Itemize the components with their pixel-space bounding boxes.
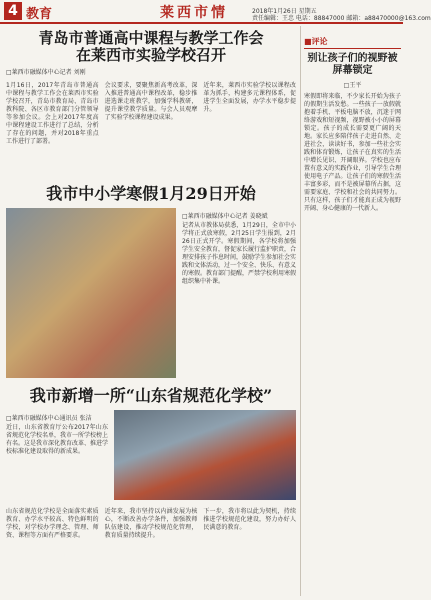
article-body: 记者从市教体局获悉，1月29日，全市中小学将正式放寒假，2月25日学生报到，2月26日正式开学。寒假期间，各学校将加强学生安全教育，督促家长履行监护职责，合理安排孩子作息时间，鼓励学生参加社会实践和文体活动，过一个安全、快乐、有意义的寒假。教育部门提醒，严禁学校利用寒假组织集中补课。	[182, 222, 297, 285]
commentary-article	[304, 36, 401, 533]
article-headline: 青岛市普通高中课程与教学工作会	[38, 29, 264, 47]
commentary-body: 寒假即将来临，不少家长开始为孩子的假期生活发愁。一些孩子一放假就抱着手机、平板电脑不放，沉迷于网络游戏和短视频，视野被小小的屏幕锁定。孩子的成长需要更广阔的天地。家长应多陪伴孩子走进自然、走进社会，读读好书，参加一些社会实践和体育锻炼，让孩子在真实的生活中增长见识、开阔眼界。学校也应布置有意义的实践作业，引导学生合理使用电子产品。让孩子们的寒假生活丰富多彩，而不是被屏幕所占据，这需要家庭、学校和社会的共同努力。只有这样，孩子们才能真正成为视野开阔、身心健康的一代新人。	[304, 93, 401, 212]
paper-name: 莱西市情	[160, 5, 228, 21]
article-body-columns	[6, 80, 296, 146]
students-photo	[6, 208, 176, 378]
article-body-col3: 近年来，莱西市实验学校以课程改革为抓手，构建多元课程体系，促进学生全面发展，办学水平稳步提升。	[203, 82, 297, 113]
commentary-column	[304, 26, 401, 596]
commentary-byline: □王平	[343, 82, 362, 89]
commentary-tag: ■评论	[304, 36, 401, 49]
commentary-title: 别让孩子们的视野被屏幕锁定	[307, 53, 398, 76]
article-body: 近日，山东省教育厅公布2017年山东省规范化学校名单，我市一所学校榜上有名。这是我市深化教育改革、推进学校标准化建设取得的新成果。	[6, 424, 109, 455]
article-body-col3: 下一步，我市将以此为契机，持续推进学校规范化建设，努力办好人民满意的教育。	[203, 508, 297, 531]
page-number: 4	[4, 2, 22, 20]
article-body-col2: 会议要求，要聚焦新高考改革，深入推进普通高中课程改革，稳步推进选课走班教学，加强学科教研，提升课堂教学质量。与会人员观摩了实验学校课程建设成果。	[104, 82, 198, 121]
article-byline: □莱西市融媒体中心记者 刘刚	[6, 69, 86, 76]
article-body-col1: 1月16日，2017年青岛市普通高中课程与教学工作会在莱西市实验学校召开，青岛市教育局、青岛市教科院、各区市教育部门分管领导等参加会议。会上对2017年度高中课程建设工作进行了总结，分析了存在的问题，并对2018年重点工作进行了部署。	[6, 82, 99, 145]
article-model-school	[6, 386, 296, 592]
article-side	[6, 410, 108, 500]
main-column	[0, 26, 296, 596]
article-body-col1: 山东省规范化学校是全面落实素质教育、办学水平较高、特色鲜明的学校，对学校办学理念、管理、师资、课程等方面有严格要求。	[6, 508, 99, 539]
section-title: 教育	[26, 7, 53, 22]
masthead	[0, 0, 431, 24]
article-headline: 我市中小学寒假1月29日开始	[46, 184, 256, 203]
editor-info: 责任编辑：王忠 电话：88847000 邮箱：a88470000@163.com	[252, 15, 431, 22]
article-byline: □莱西市融媒体中心记者 姜晓斌	[182, 213, 268, 220]
article-winter-break	[6, 184, 296, 384]
article-body-columns	[6, 506, 296, 540]
article-teaching-conference	[6, 30, 296, 180]
dance-class-photo	[114, 410, 296, 500]
article-side	[182, 208, 296, 378]
article-media	[6, 410, 296, 500]
article-headline: 我市新增一所“山东省规范化学校”	[29, 386, 273, 405]
article-byline: □莱西市融媒体中心通讯员 张洁	[6, 415, 92, 422]
article-body-col2: 近年来，我市坚持以内涵发展为核心，不断改善办学条件，加强教师队伍建设，推动学校规范化管理，教育质量持续提升。	[104, 508, 198, 539]
column-divider	[300, 26, 301, 596]
dateline: 2018年1月26日 星期五	[252, 8, 317, 15]
article-media	[6, 208, 296, 378]
article-headline-line2: 在莱西市实验学校召开	[75, 46, 226, 64]
